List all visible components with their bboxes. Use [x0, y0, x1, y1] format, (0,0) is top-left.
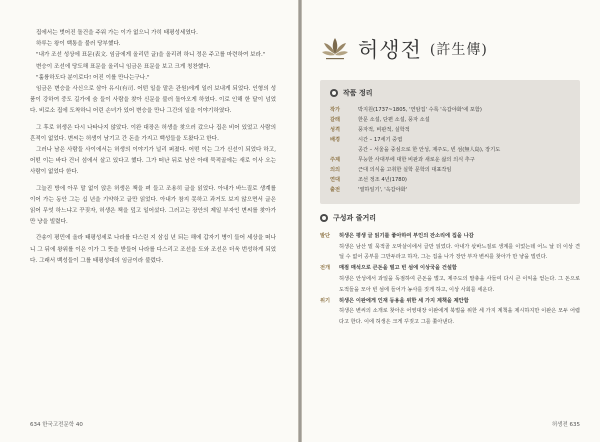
bullet-circle-icon: [330, 89, 338, 97]
left-page-body: [30, 28, 276, 267]
work-summary-box: [320, 80, 580, 204]
paragraph: "훌륭하도다 분이로다! 어진 이를 만나는구나.": [36, 74, 150, 81]
page-number-left: 634 한국고전문학 40: [30, 422, 83, 428]
info-label: 출전: [330, 187, 341, 193]
chapter-title-hanja: (許生傳): [429, 42, 488, 58]
paragraph: "내가 조선 성상에 표문(表文. 임금에게 올리던 글)을 올리려 하니 정은 주고를 마련하여 보라.": [36, 52, 266, 59]
paragraph: 간송이 평민에 올라 태평성세로 나라를 다스린 지 삼십 년 되는 해에 갑자기 병이 들어 세상을 떠나니 그 뒤에 왕위를 이은 이가 그 뜻을 받들어 나라를 다스리고 조선을 도와 조선은 더욱 번성하게 되었다. 그래서 백성들이 그를 태평성대의 임금이라 불렀다.: [30, 235, 276, 264]
chapter-title-text: 허생전: [358, 38, 422, 62]
info-row: [330, 185, 570, 195]
info-value: 조선 정조 4년(1780): [358, 177, 407, 183]
info-label: 연대: [330, 177, 341, 183]
stage-body: [339, 231, 580, 263]
info-value: 공간 – 서울을 중심으로 한 안성, 제주도, 빈 섬(無人島), 장기도: [358, 147, 501, 153]
info-value: 박지원(1737~1805, '연암집' 수록 '옥갑야화'에 포함): [358, 107, 482, 113]
section-title: 구성과 줄거리: [333, 214, 377, 222]
info-label: [330, 145, 358, 155]
paragraph: 그 후로 허생은 다시 나타나지 않았다. 이완 대장은 허생을 찾으러 갔으나 집은 비어 있었고 사람의 흔적이 없었다. 변씨는 허생이 남기고 간 돈을 가지고 백성들을 도왔다고 한다.: [30, 124, 276, 142]
info-row: [330, 145, 570, 155]
stage-label: 위기: [320, 297, 331, 304]
info-label: 배경: [330, 137, 341, 143]
info-label: 주제: [330, 157, 341, 163]
info-value: '열하일기', '옥갑야화': [358, 187, 408, 193]
info-label: 작가: [330, 107, 341, 113]
stage-summary: 허생은 이완에게 인재 등용을 위한 세 가지 계책을 제안함: [339, 297, 469, 304]
info-row: [330, 165, 570, 175]
paragraph: 변승이 조선에 당도해 표문을 올리니 임금은 표문을 보고 크게 칭찬했다.: [36, 63, 211, 70]
stage-text: 허생은 안성에서 과일을 독점하여 큰돈을 벌고, 제주도의 말총을 사들여 다시 큰 이익을 얻는다. 그 돈으로 도적들을 모아 빈 섬에 들어가 농사를 짓게 하고, 이상 사회를 세운다.: [339, 275, 580, 293]
section-heading: [330, 88, 570, 98]
info-value: 시간 – 17세기 중엽: [358, 137, 403, 143]
paragraph: 그러나 남은 사람들 사이에서는 허생의 이야기가 널리 퍼졌다. 어떤 이는 그가 신선이 되었다 하고, 어떤 이는 바다 건너 섬에서 살고 있다고 했다. 그가 떠난 뒤로 남산 아래 묵적골에는 새로 이사 오는 사람이 없었다 한다.: [30, 147, 276, 176]
info-value: 한문 소설, 단편 소설, 풍자 소설: [358, 117, 430, 123]
info-value: 무능한 사대부에 대한 비판과 새로운 삶의 의식 추구: [358, 157, 475, 163]
plot-stage: [320, 263, 580, 295]
chapter-title: [320, 26, 580, 72]
right-page: [302, 0, 600, 442]
plot-stage: [320, 231, 580, 263]
stage-text: 허생은 남산 밑 묵적골 오막살이에서 글만 읽었다. 아내가 삯바느질로 생계를 이었는데 어느 날 더 이상 견딜 수 없어 공부를 그만두라고 하자, 그는 집을 나가 장안 부자 변씨를 찾아가 만 냥을 빌린다.: [339, 243, 580, 261]
paragraph: 하루는 왕이 백통을 불러 당부했다.: [36, 41, 121, 48]
stage-summary: 매점 매석으로 큰돈을 벌고 빈 섬에 이상국을 건설함: [339, 265, 457, 272]
lotus-icon: [320, 34, 350, 64]
section-title: 작품 정리: [343, 89, 373, 97]
stage-text: 허생은 변씨의 소개로 찾아온 어영대장 이완에게 북벌을 위한 세 가지 계책을 제시하지만 이완은 모두 어렵다고 한다. 이에 허생은 크게 꾸짖고 그를 쫓아낸다.: [339, 308, 580, 326]
info-row: [330, 155, 570, 165]
info-row: [330, 175, 570, 185]
paragraph: 그늘진 방에 아무 말 없이 앉은 허생은 책을 펴 들고 조용히 글을 읽었다. 아내가 바느질로 생계를 이어 가는 동안 그는 십 년을 기약하고 글만 읽었다. 아내가 참지 못하고 과거도 보지 않으면서 글은 읽어 무엇 하느냐고 꾸짖자, 허생은 책을 덮고 일어섰다. 그러고는 장안의 제일 부자인 변씨를 찾아가 만 냥을 빌렸다.: [30, 185, 276, 226]
info-row: [330, 105, 570, 115]
paragraph: 임금은 변승을 사신으로 삼아 유시(有司. 어떤 일을 맡은 관원)에게 일러 보내게 되었다. 인형의 성품이 강하여 중도 길가에 숨 들이 사람을 찾아 신문을 불러 돌아오게 하였다. 이로 인해 한 달이 넘었다. 비로소 집에 도착하니 어린 손녀가 있어 변승을 만나 그간의 일을 이야기하였다.: [30, 86, 276, 115]
info-row: [330, 115, 570, 125]
stage-label: 전개: [320, 265, 331, 272]
section-heading: [320, 213, 580, 224]
page-number-right: 허생전 635: [551, 422, 580, 428]
info-row: [330, 125, 570, 135]
paragraph: 집에서는 벗어진 돌건을 주워 가는 이가 없으니 가히 태평성세였다.: [36, 30, 198, 36]
plot-stage: [320, 296, 580, 328]
stage-label: 발단: [320, 232, 331, 239]
info-label: 성격: [330, 127, 341, 133]
info-label: 의의: [330, 167, 341, 173]
stage-summary: 허생은 평생 글 읽기를 좋아하여 부인의 잔소리에 집을 나감: [339, 232, 474, 239]
info-label: 갈래: [330, 117, 341, 123]
info-row: [330, 135, 570, 145]
left-page: [0, 0, 298, 442]
plot-structure: [320, 213, 580, 328]
bullet-circle-icon: [320, 214, 328, 222]
info-value: 근대 의식을 고취한 실학 문학의 대표작임: [358, 167, 452, 173]
info-value: 풍자적, 비판적, 실학적: [358, 127, 410, 133]
stage-body: [339, 263, 580, 295]
stage-body: [339, 296, 580, 328]
